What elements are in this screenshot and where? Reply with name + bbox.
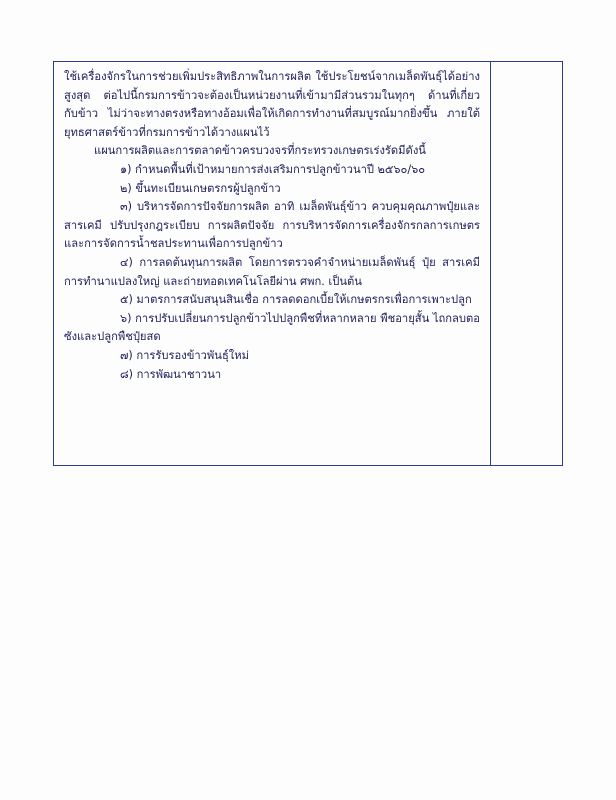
content-table	[53, 61, 563, 466]
list-item	[64, 366, 480, 385]
list-item-number: ๖)	[120, 311, 132, 325]
list-item-number: ๘)	[120, 367, 133, 381]
list-item-text: บริหารจัดการปัจจัยการผลิต อาทิ เมล็ดพันธุ์ข้าว ควบคุมคุณภาพปุ๋ยและสารเคมี ปรับปรุงกฎระเบียบ การผลิตปัจจัย การบริหารจัดการเครื่องจักรกลการเกษตร และการจัดการน้ำชลประทานเพื่อการปลูกข้าว	[64, 200, 481, 251]
list-item-number: ๗)	[120, 348, 133, 362]
list-item-number: ๔)	[120, 255, 133, 269]
list-item-text: กำหนดพื้นที่เป้าหมายการส่งเสริมการปลูกข้าวนาปี ๒๕๖๐/๖๐	[135, 162, 426, 176]
list-item-text: การลดต้นทุนการผลิต โดยการตรวจคำจำหน่ายเมล็ดพันธุ์ ปุ๋ย สารเคมี การทำนาแปลงใหญ่ และถ่ายทอดเทคโนโลยีผ่าน ศพก. เป็นต้น	[64, 255, 480, 288]
list-item	[64, 161, 480, 180]
list-item-number: ๓)	[120, 200, 133, 214]
list-item	[64, 291, 480, 310]
list-item	[64, 254, 480, 291]
paragraph-plan-intro: แผนการผลิตและการตลาดข้าวครบวงจรที่กระทรวงเกษตรเร่งรัดมีดังนี้	[94, 144, 426, 158]
list-item-text: มาตรการสนับสนุนสินเชื่อ การลดดอกเบี้ยให้เกษตรกรเพื่อการเพาะปลูก	[136, 293, 472, 307]
list-item-number: ๕)	[120, 293, 133, 307]
list-item-text: การพัฒนาชาวนา	[136, 367, 222, 381]
list-item	[64, 180, 480, 199]
table-side-column	[491, 62, 562, 465]
list-item-text: ขึ้นทะเบียนเกษตรกรผู้ปลูกข้าว	[135, 181, 281, 195]
list-item-number: ๒)	[120, 181, 132, 195]
list-item	[64, 347, 480, 366]
list-item-text: การปรับเปลี่ยนการปลูกข้าวไปปลูกพืชที่หลากหลาย พืชอายุสั้น ไถกลบตอซังและปลูกพืชปุ๋ยสด	[64, 311, 480, 344]
table-main-column	[54, 62, 491, 465]
list-item-text: การรับรองข้าวพันธุ์ใหม่	[136, 348, 249, 362]
paragraph-continuation: ใช้เครื่องจักรในการช่วยเพิ่มประสิทธิภาพในการผลิต ใช้ประโยชน์จากเมล็ดพันธุ์ได้อย่างสูงสุด ต่อไปนี้กรมการข้าวจะต้องเป็นหน่วยงานที่เข้ามามีส่วนรวมในทุกๆ ด้านที่เกี่ยวกับข้าว ไม่ว่าจะทางตรงหรือทางอ้อมเพื่อให้เกิดการทำงานที่สมบูรณ์มากยิ่งขึ้น ภายใต้ยุทธศาสตร์ข้าวที่กรมการข้าวได้วางแผนไว้	[64, 70, 480, 139]
list-item	[64, 310, 480, 347]
list-item	[64, 198, 480, 254]
list-item-number: ๑)	[120, 162, 132, 176]
numbered-list	[64, 161, 480, 384]
